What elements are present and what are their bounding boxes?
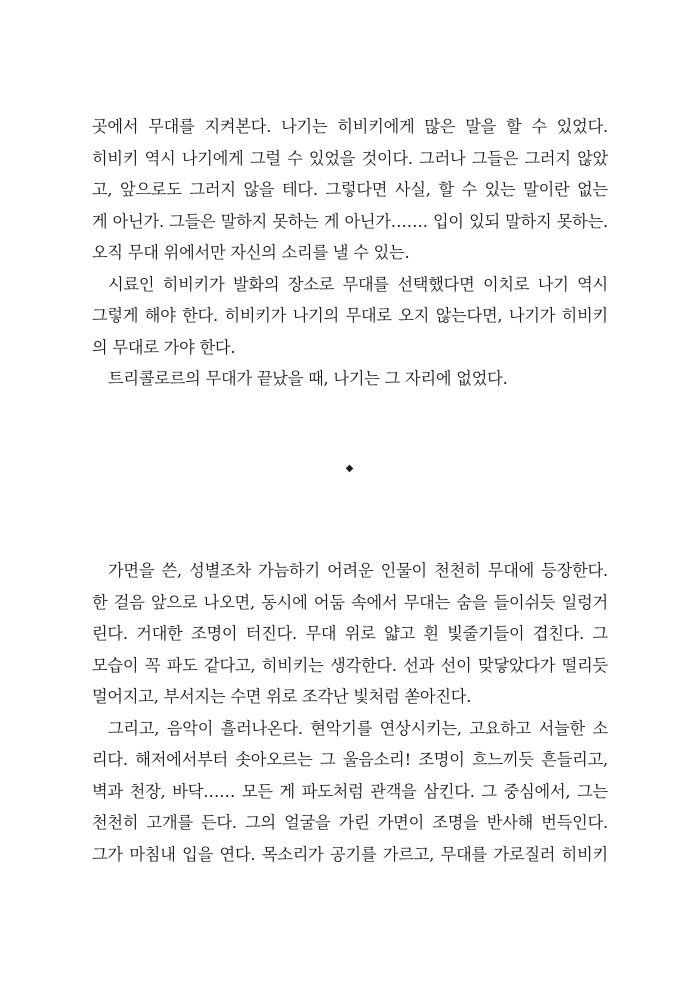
text-line: 가면을 쓴, 성별조차 가늠하기 어려운 인물이 천천히 무대에 등장한다. [108,561,608,580]
text-section-top [92,111,608,395]
text-line: 곳에서 무대를 지켜본다. 나기는 히비키에게 많은 말을 할 수 있었다. [92,117,608,136]
text-line: 리다. 해저에서부터 솟아오르는 그 울음소리! 조명이 흐느끼듯 흔들리고, [92,750,608,769]
text-line: 시료인 히비키가 발화의 장소로 무대를 선택했다면 이치로 나기 역시 [108,274,608,294]
text-line: 모습이 꼭 파도 같다고, 히비키는 생각한다. 선과 선이 맞닿았다가 떨리듯 [92,655,608,675]
text-line: 그렇게 해야 한다. 히비키가 나기의 무대로 오지 않는다면, 나기가 히비키 [92,306,608,325]
text-line: 히비키 역시 나기에게 그럴 수 있었을 것이다. 그러나 그들은 그러지 않았 [92,148,608,168]
text-line: 그리고, 음악이 흘러나온다. 현악기를 연상시키는, 고요하고 서늘한 소 [108,718,608,738]
text-line: 한 걸음 앞으로 나오면, 동시에 어둠 속에서 무대는 숨을 들이쉬듯 일렁거 [92,592,608,612]
text-line: 벽과 천장, 바닥…… 모든 게 파도처럼 관객을 삼킨다. 그 중심에서, 그는 [92,781,608,801]
text-line: 그가 마침내 입을 연다. 목소리가 공기를 가르고, 무대를 가로질러 히비키 [92,844,608,864]
text-line: 린다. 거대한 조명이 터진다. 무대 위로 얇고 흰 빛줄기들이 겹친다. 그 [92,624,608,643]
text-line: 고, 앞으로도 그러지 않을 테다. 그렇다면 사실, 할 수 있는 말이란 없는 [92,180,608,199]
text-line: 오직 무대 위에서만 자신의 소리를 낼 수 있는. [92,243,410,262]
text-line: 게 아닌가. 그들은 말하지 못하는 게 아닌가……. 입이 있되 말하지 못하는. [92,211,608,231]
section-divider-diamond-icon: ◆ [345,463,354,474]
text-line: 트리콜로르의 무대가 끝났을 때, 나기는 그 자리에 없었다. [108,369,508,388]
text-line: 천천히 고개를 든다. 그의 얼굴을 가린 가면이 조명을 반사해 번득인다. [92,813,608,832]
text-line: 의 무대로 가야 한다. [92,337,236,357]
text-line: 멀어지고, 부서지는 수면 위로 조각난 빛처럼 쏟아진다. [92,687,472,706]
text-section-bottom [92,555,608,870]
